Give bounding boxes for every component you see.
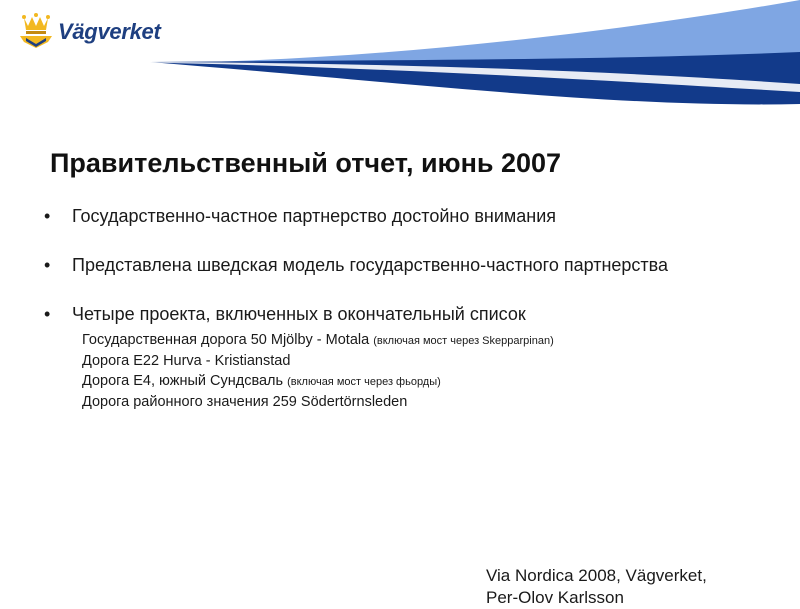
project-list — [72, 330, 744, 412]
footer-line: Per-Olov Karlsson — [486, 588, 624, 607]
project-name: Дорога районного значения 259 Södertörnsleden — [82, 394, 408, 410]
project-item — [82, 330, 744, 351]
project-name: Дорога E22 Hurva - Kristianstad — [82, 353, 291, 369]
crown-emblem-icon — [18, 12, 54, 52]
project-item — [82, 371, 744, 392]
project-name: Дорога E4, южный Сундсваль — [82, 373, 284, 389]
bullet-item-projects — [44, 304, 744, 412]
bullet-list — [44, 206, 744, 412]
project-name: Государственная дорога 50 Mjölby - Motala — [82, 332, 370, 348]
bullet-text: Четыре проекта, включенных в окончательный список — [72, 304, 526, 324]
bullet-item: • Государственно-частное партнерство достойно внимания — [44, 206, 744, 227]
project-item — [82, 392, 744, 412]
slide-title: Правительственный отчет, июнь 2007 — [50, 148, 562, 178]
footer-line: Via Nordica 2008, Vägverket, — [486, 566, 707, 585]
project-note: (включая мост через Skepparpinan) — [373, 335, 554, 347]
project-note: (включая мост через фьорды) — [287, 376, 441, 388]
project-item — [82, 351, 744, 371]
footer-credit — [486, 565, 707, 609]
bullet-item: • Представлена шведская модель государственно-частного партнерства — [44, 255, 744, 276]
logo-wordmark: Vägverket — [58, 19, 161, 44]
vagverket-logo — [18, 12, 160, 52]
